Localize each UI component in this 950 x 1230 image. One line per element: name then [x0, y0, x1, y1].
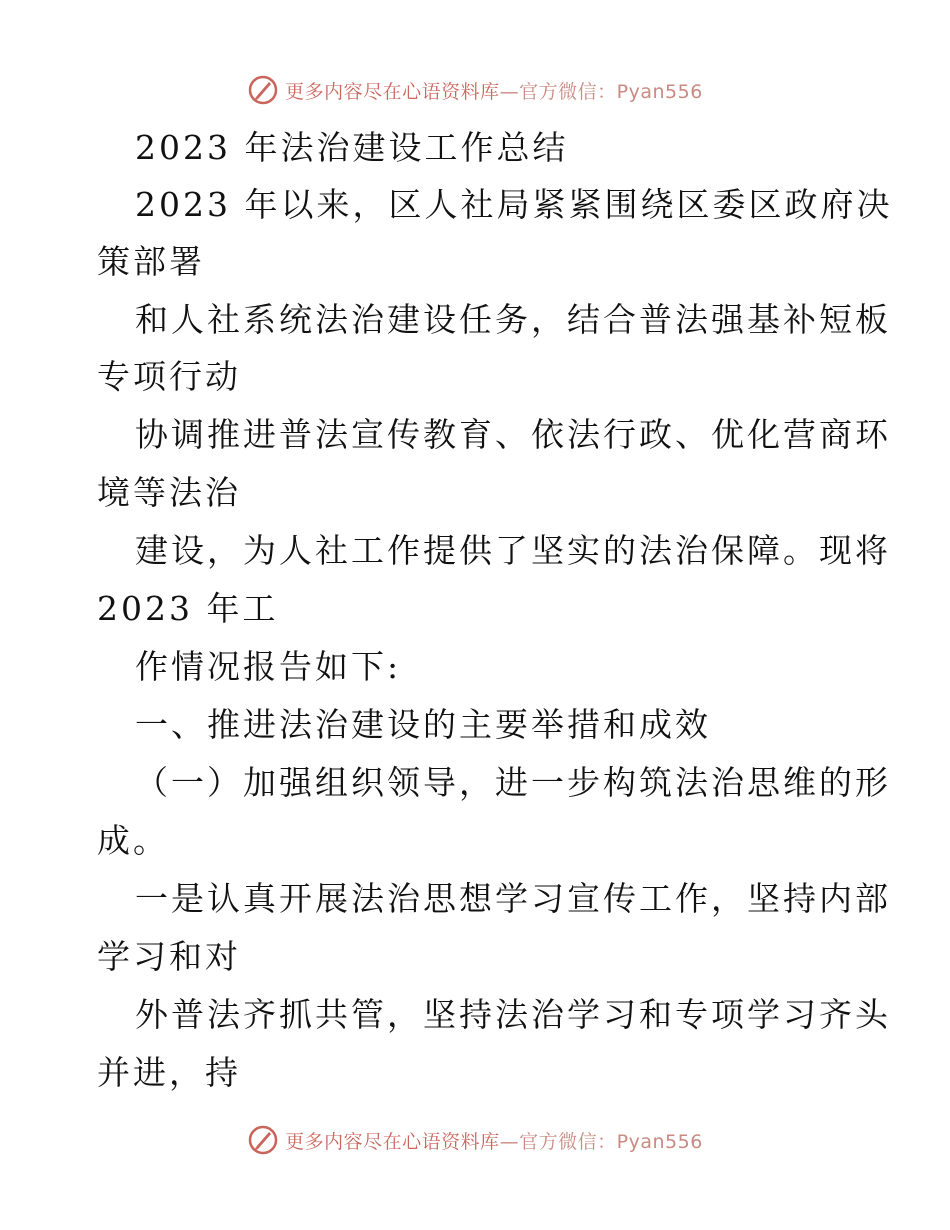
- header-watermark: [0, 70, 950, 110]
- watermark-title: 更多内容尽在心语资料库: [285, 1130, 500, 1153]
- watermark-title: 更多内容尽在心语资料库: [285, 80, 500, 103]
- paragraph-line: 作情况报告如下:: [135, 647, 402, 686]
- paragraph-line: 建设，为人社工作提供了坚实的法治保障。现将: [135, 531, 891, 570]
- subsection-heading: （一）加强组织领导，进一步构筑法治思维的形: [135, 763, 891, 802]
- paragraph-line: 成。: [97, 821, 169, 860]
- paragraph-line: 协调推进普法宣传教育、依法行政、优化营商环: [135, 415, 891, 454]
- section-heading: 一、推进法治建设的主要举措和成效: [135, 705, 711, 744]
- paragraph-line: 外普法齐抓共管，坚持法治学习和专项学习齐头: [135, 995, 891, 1034]
- paragraph-line: 2023 年以来，区人社局紧紧围绕区委区政府决: [135, 185, 893, 224]
- paragraph-line: 2023 年工: [97, 589, 279, 628]
- paragraph-line: 一是认真开展法治思想学习宣传工作，坚持内部: [135, 879, 891, 918]
- paragraph-line: 境等法治: [97, 473, 241, 512]
- paragraph-line: 策部署: [97, 242, 205, 281]
- footer-watermark: [0, 1120, 950, 1160]
- document-title: 2023 年法治建设工作总结: [135, 128, 569, 167]
- quill-logo-icon: [247, 74, 279, 106]
- paragraph-line: 并进，持: [97, 1053, 241, 1092]
- watermark-contact: —官方微信：Pyan556: [499, 1130, 703, 1153]
- watermark-contact: —官方微信：Pyan556: [499, 80, 703, 103]
- paragraph-line: 和人社系统法治建设任务，结合普法强基补短板: [135, 300, 891, 339]
- paragraph-line: 专项行动: [97, 357, 241, 396]
- paragraph-line: 学习和对: [97, 937, 241, 976]
- quill-logo-icon: [247, 1124, 279, 1156]
